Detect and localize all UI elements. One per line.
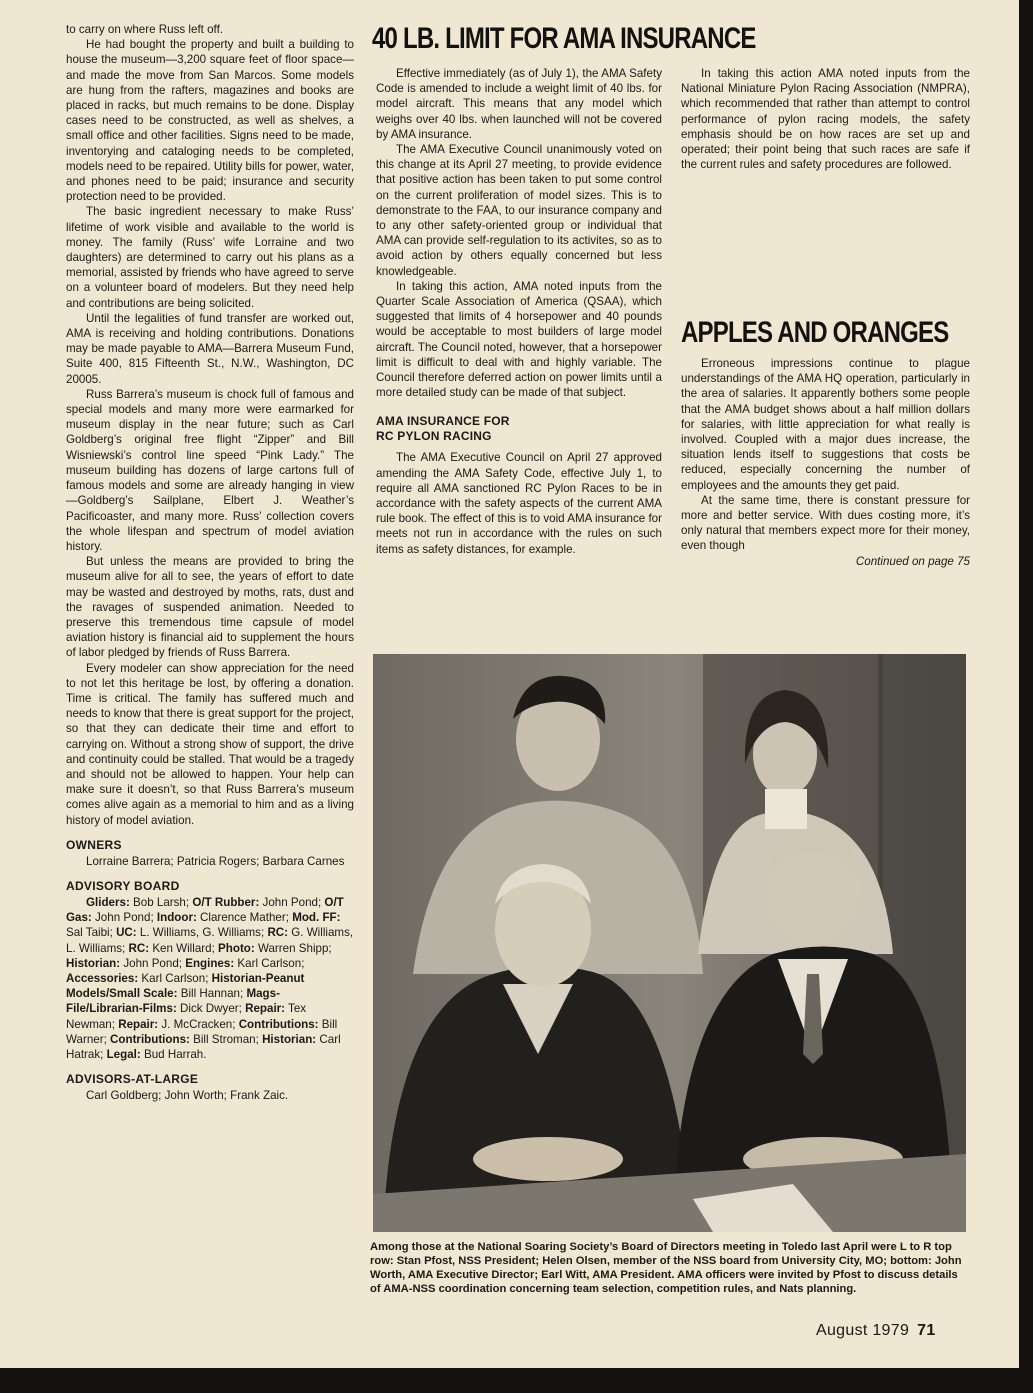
advisory-role: RC:	[128, 941, 150, 955]
advisory-role: Mod. FF:	[292, 911, 341, 925]
advisory-role: Engines:	[185, 956, 235, 970]
advisory-role: Photo:	[218, 941, 255, 955]
advisory-names: Tex Newman;	[66, 1002, 307, 1031]
advisory-names: Dick Dwyer;	[176, 1002, 246, 1016]
paragraph: In taking this action, AMA noted inputs from the Quarter Scale Association of America (QSAA), which suggested that limits of 4 horsepower and 40 pounds would be acceptable to most builders of large model aircraft. The Council noted, however, that a horsepower limit is difficult to deal with and highly variable. The Council therefore deferred action on power limits until a more detailed study can be made of that subject.	[376, 279, 662, 400]
advisory-role: O/T Rubber:	[192, 895, 260, 909]
paragraph: Erroneous impressions continue to plague understandings of the AMA HQ operation, particularly in the area of salaries. It apparently bothers some people that the AMA budget shows about a half million dollars for salaries, with little appreciation for what really is involved. Coupled with a major dues increase, the situation lends itself to suggestions that costs be reduced, especially concerning the number of employees and the amounts they get paid.	[681, 357, 970, 492]
paragraph: The AMA Executive Council unanimously voted on this change at its April 27 meeting, to provide evidence that positive action has been taken to put some control on the current proliferation of model sizes. This is to demonstrate to the FAA, to our insurance company and to any other safety-oriented group or individual that AMA can provide self-regulation to its activites, so as to avoid action by others equally concerned but less knowledgeable.	[376, 143, 662, 278]
advisory-role: Accessories:	[66, 971, 139, 985]
headline-insurance: 40 LB. LIMIT FOR AMA INSURANCE	[372, 22, 756, 55]
middle-column	[376, 66, 662, 557]
subheading-line: RC PYLON RACING	[376, 429, 492, 444]
advisory-names: L. Williams, G. Williams;	[136, 926, 268, 940]
apples-article	[681, 356, 970, 569]
page-footer	[816, 1322, 936, 1340]
paragraph: The basic ingredient necessary to make Russ’ lifetime of work visible and available to the world is money. The family (Russ’ wife Lorraine and two daughters) are determined to carry out his plans as a memorial, assisted by friends who have agreed to serve on a volunteer board of modelers. But they need help and contributions are being solicited.	[66, 205, 354, 310]
paragraph: to carry on where Russ left off.	[66, 23, 224, 36]
advisory-role: Gliders:	[86, 895, 130, 909]
paragraph: The AMA Executive Council on April 27 approved amending the AMA Safety Code, effective July 1, to require all AMA sanctioned RC Pylon Races to be in accordance with the safety aspects of the current AMA rule book. The effect of this is to void AMA insurance for meets not run in accordance with the rules on such items as safety distances, for example.	[376, 451, 662, 556]
advisory-names: John Pond;	[120, 956, 186, 970]
advisory-names: Bill Hannan;	[177, 987, 247, 1001]
subheading-line: AMA INSURANCE FOR	[376, 414, 510, 429]
advisory-names: Bill Stroman;	[189, 1032, 263, 1046]
advisory-role: UC:	[116, 926, 137, 940]
paragraph: Russ Barrera’s museum is chock full of famous and special models and many more were earmarked for museum display in the near future; such as Carl Goldberg’s original free flight “Zipper” and Bill Wisniewski’s control line speed “Pink Lady.” The museum building has dozens of large cartons full of famous models and some are already hanging in view—Goldberg’s Sailplane, Elbert J. Weather’s Pacificoaster, and many more. Russ’ collection covers the whole lifespan and spectrum of model aviation history.	[66, 387, 354, 553]
advisory-names: Clarence Mather;	[196, 911, 293, 925]
advisory-names: Karl Carlson;	[234, 956, 305, 970]
paragraph: In taking this action AMA noted inputs from the National Miniature Pylon Racing Association (NMPRA), which recommended that rather than attempt to control performance of pylon racing models, the safety emphasis should be on how races are set up and operated; their point being that such races are safe if the current rules and safety procedures are followed.	[681, 67, 970, 172]
owners-text: Lorraine Barrera; Patricia Rogers; Barbara Carnes	[86, 854, 345, 868]
paragraph: Effective immediately (as of July 1), the AMA Safety Code is amended to include a weight limit of 40 lbs. for model aircraft. This means that any model which weighs over 40 lbs. when launched will not be covered by AMA insurance.	[376, 67, 662, 141]
advisory-role: Repair:	[118, 1017, 159, 1031]
right-column	[681, 66, 970, 172]
advisory-names: Karl Carlson;	[138, 971, 212, 985]
advisory-names: Warren Shipp;	[254, 941, 332, 955]
paragraph: But unless the means are provided to bring the museum alive for all to see, the years of effort to date may be wasted and destroyed by moths, rats, dust and the ravages of suspended animation. Needed to preserve this tremendous time capsule of model aviation history is financial aid to supplement the hours of labor pledged by friends of Russ Barrera.	[66, 555, 354, 660]
advisory-role: RC:	[267, 926, 289, 940]
advisory-names: Carl Hatrak;	[66, 1032, 341, 1061]
paragraph: Until the legalities of fund transfer are worked out, AMA is receiving and holding contributions. Donations may be made payable to AMA—Barrera Museum Fund, Suite 400, 815 Fifteenth St., N.W., Washington, DC 20005.	[66, 311, 354, 386]
paragraph: Every modeler can show appreciation for the need to not let this heritage be lost, by offering a donation. Time is critical. The family has suffered much and needs to know that there is great support for the project, so that they can dedicate their time and effort to carrying on. Without a strong show of support, the drive and continuity could be stalled. That would be a tragedy and should not be allowed to happen. Your help can make sure it doesn’t, so that Russ Barrera’s museum comes alive again as a memorial to him and as a living history of model aviation.	[66, 661, 354, 827]
advisors-at-large-text: Carl Goldberg; John Worth; Frank Zaic.	[86, 1089, 289, 1103]
owners-heading: OWNERS	[66, 837, 122, 852]
advisory-role: Historian-Peanut Models/Small Scale:	[66, 971, 305, 1001]
advisory-names: Ken Willard;	[149, 941, 219, 955]
left-column	[66, 22, 354, 1103]
page-number: 71	[917, 1322, 936, 1339]
advisory-board-heading: ADVISORY BOARD	[66, 878, 180, 893]
advisory-role: Repair:	[245, 1002, 286, 1016]
advisory-names: John Pond;	[91, 911, 157, 925]
advisory-names: John Pond;	[259, 895, 325, 909]
advisory-names: Sal Taibi;	[66, 926, 117, 940]
advisory-role: Contributions:	[238, 1017, 319, 1031]
advisory-role: O/T Gas:	[66, 895, 344, 925]
advisory-role: Indoor:	[156, 911, 197, 925]
advisory-role: Contributions:	[110, 1032, 190, 1046]
advisory-names: Bill Warner;	[66, 1017, 338, 1046]
photo-caption: Among those at the National Soaring Society’s Board of Directors meeting in Toledo last April were L to R top row: Stan Pfost, NSS President; Helen Olsen, member of the NSS board from University City, MO; bottom: John Worth, AMA Executive Director; Earl Witt, AMA President. AMA officers were invited by Pfost to discuss details of AMA-NSS coordination concerning team selection, competition rules, and Nats planning.	[370, 1241, 962, 1295]
advisory-names: G. Williams, L. Williams;	[66, 926, 354, 955]
advisory-role: Historian:	[66, 956, 121, 970]
advisory-role: Historian:	[262, 1032, 317, 1046]
advisory-names: Bud Harrah.	[140, 1048, 207, 1061]
advisors-at-large-heading: ADVISORS-AT-LARGE	[66, 1072, 199, 1087]
advisory-board-list	[66, 895, 354, 1062]
advisory-names: Bob Larsh;	[129, 895, 193, 909]
subheading-pylon-racing	[376, 414, 662, 444]
continued-on-page: Continued on page 75	[855, 554, 970, 568]
advisory-role: Mags-File/Librarian-Films:	[66, 987, 280, 1016]
paragraph: He had bought the property and built a building to house the museum—3,200 square feet of floor space—and made the move from San Marcos. Some models are hung from the rafters, magazines and books are placed in racks, but much remains to be done. Display cases need to be constructed, as well as shelves, a small office and other facilities. Signs need to be made, inventorying and cataloging needs to be completed, models need to be repaired. Utility bills for power, water, and phones need to be paid; insurance and security protection need to be provided.	[66, 38, 354, 204]
issue-date: August 1979	[816, 1322, 910, 1339]
group-photo	[373, 654, 966, 1232]
paragraph: At the same time, there is constant pressure for more and better service. With dues costing more, it’s only natural that members expect more for their money, even though	[681, 493, 970, 553]
headline-apples-and-oranges: APPLES AND ORANGES	[681, 316, 949, 349]
advisory-role: Legal:	[106, 1048, 141, 1061]
advisory-names: J. McCracken;	[158, 1017, 239, 1031]
